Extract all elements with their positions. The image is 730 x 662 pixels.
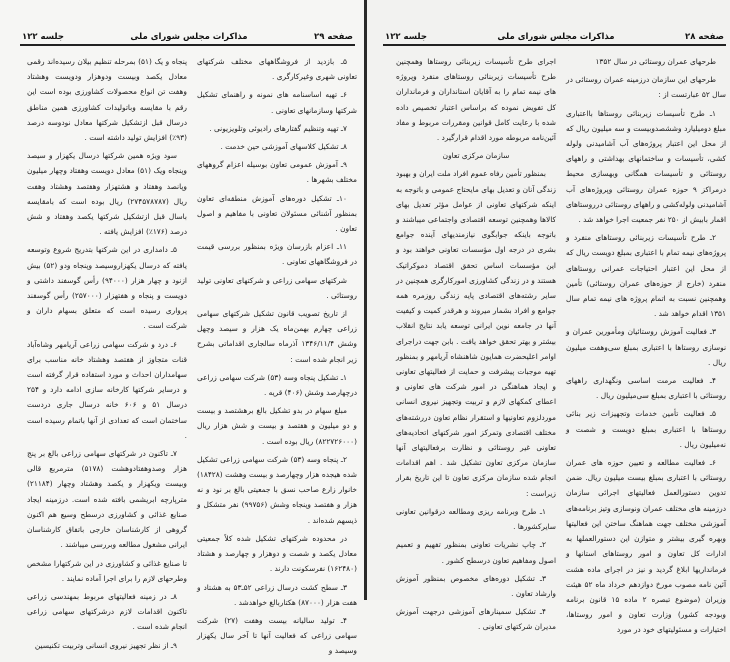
- paragraph: طرحهای این سازمان درزمینه عمران روستائی در سال ۵۲ عبارتست از :: [566, 75, 726, 100]
- paragraph: بمنظور تأمین رفاه عموم افراد ملت ایران و بهبود زندگی آنان و تعدیل بهای مایحتاج عمومی و باتوجه به اینکه شرکتهای تعاونی از عوامل مؤثر تعدیل بهای کالاها وهمچنین توسعه اقتصادی واجتماعی میباشند و باتوجه باینکه جوابگوی نیازمندیهای آینده جوامع بشری در درجه اول مؤسسات تعاونی خواهند بود و این مؤسسات اساس تحقق اقتصاد دموکراتیک هستند و در زندگی کشاورزی امورکارگری همچنین در سایر رشته‌های اقتصادی پایه زندگی روزمره همه جوامع و افراد بشمار میروند و هرقدر کمیت و کیفیت آنها در جامعه نوین ایرانی توسعه یابد نتایج انقلاب بیشتر و بهتر تحقق خواهد یافت . بابن جهت دراجرای اوامر اعلیحضرت همایون شاهنشاه آریامهر و بمنظور تهیه موجبات پیشرفت و حمایت از فعالیتهای تعاونی و ایجاد هماهنگی در امور شرکت های تعاونی و اعطای کمکهای لازم و تربیت وتجهیز نیروی انسانی موردلزوم تعاونیها و استقرار نظام تعاون دررشته‌های مختلف اقتصادی وتمرکز امور شرکتهای اتحادیه‌های تعاونی غیر روستائی و نظارت برفعالیتهای آنها سازمان مرکزی تعاون تشکیل شد . اهم اقدامات انجام شده سازمان مرکزی تعاون تا این تاریخ بقرار زیراست :: [396, 169, 556, 498]
- paragraph: ۳ـ سطح کشت درسال زراعی ۵۲ـ۵۳ به هشتاد و هفت هزار (۸۷۰۰۰) هکتاربالغ خواهدشد .: [197, 582, 357, 607]
- column-right: [197, 54, 357, 662]
- paragraph: ۴ـ تشکیل سمینارهای آموزشی درجهت آموزش مدیران شرکتهای تعاونی .: [396, 607, 556, 632]
- section-heading: سازمان مرکزی تعاون: [442, 151, 510, 161]
- paragraph: ۳ـ فعالیت آموزش روستائیان ومأمورین عمران و نوسازی روستاها با اعتباری بمبلغ سی‌وهفت میلیون ریال .: [566, 327, 726, 367]
- paragraph: تا صنایع غذائی و کشاورزی در این شرکتهارا مشخص وطرحهای لازم را برای اجرا آماده نمایند .: [27, 558, 187, 583]
- session-number: جلسه ۱۲۲: [22, 32, 64, 42]
- publication-title: مذاکرات مجلس شورای ملی: [497, 32, 615, 42]
- paragraph: ۱۰ـ تشکیل دوره‌های آموزش منطقه‌ای تعاون بمنظور آشنائی مسئولان تعاونی با مفاهیم و اصول تعاون .: [197, 193, 357, 234]
- paragraph: اجرای طرح تأسیسات زیربنائی روستاها وهمچنین طرح تأسیسات زیربنائی روستاهای منفرد وپروژه های نیمه تمام را به آقایان استانداران و فرمانداران کل تفویض نموده که براساس اعتبار تخصیص داده شده با رعایت کامل قوانین ومقررات مربوط و مفاد آئین‌نامه مربوطه مورد اقدام قرارگیرد .: [396, 57, 556, 143]
- paragraph: سود ویژه همین شرکتها درسال یکهزار و سیصد وپنجاه ویک (۵۱) معادل دویست وهفتاد وچهار میلیون وپانصد وهفتاد و هشتهزار وهفتصد وهشتاد وهفت ریال (۲۷۴۵۷۸۷۸۷) ریال بوده است که بامقایسه باسال قبل ازتشکیل شرکتها یکصد وهفتاد و شش درصد (۱۷۶٪) افزایش یافته .: [27, 151, 188, 237]
- publication-title: مذاکرات مجلس شورای ملی: [130, 32, 248, 42]
- paragraph: ۹ـ آموزش عمومی تعاون بوسیله اعزام گروههای مختلف بشهرها .: [197, 160, 357, 185]
- paragraph: ۷ـ تاکنون در شرکتهای سهامی زراعی بالغ بر پنج هزار وصدوهفتادوهشت (۵۱۷۸) مترمربع قالی وبیست ویکهزار و یکصد وهشتاد وچهار (۲۱۱۸۴) مترپارچه ابریشمی بافته شده است. درزمینه ایجاد صنایع غذائی و کشاورزی درسطح وسیع هم اکنون گروهی از کارشناسان خارجی باتفاق کارشناسان ایرانی مشغول مطالعه وبررسی میباشند .: [27, 449, 188, 550]
- paragraph: در محدوده شرکتهای تشکیل شده کلاً جمعیتی معادل یکصد و شصت و دوهزار و چهارصد و هشتاد (۱۶۲۴۸۰) نفرسکونت دارند .: [197, 533, 357, 574]
- paragraph: ۱ـ طرح وبرنامه ریزی ومطالعه درقوانین تعاونی سایرکشورها .: [396, 506, 556, 532]
- section-heading: شرکتهای سهامی زراعی و شرکتهای تعاونی تولید روستائی .: [197, 275, 357, 300]
- paragraph: طرحهای عمران روستائی در سال ۱۳۵۲: [595, 57, 716, 66]
- paragraph: ۶ـ درد و شرکت سهامی زراعی آریامهر وشاه‌آباد قنات متجاوز از هفتصد وهشتاد خانه مناسب برای سهامداران احداث و مورد استفاده قرار گرفته است و درسایر شرکتها کارخانه سازی ادامه دارد و ۲۵۴ درسال ۵۱ و ۶۰۶ خانه درسال جاری دردست ساختمان است که تعدادی از آنها باتمام رسیده است .: [27, 339, 187, 440]
- paragraph: ۱۱ـ اعزام بازرسان ویژه بمنظور بررسی قیمت در فروشگاههای تعاونی .: [197, 242, 357, 267]
- paragraph: ۸ـ تشکیل کلاسهای آموزشی حین خدمت .: [220, 142, 347, 152]
- page-number: صفحه ۲۹: [314, 32, 353, 42]
- column-right: [566, 54, 726, 641]
- paragraph: ۱ـ تشکیل پنجاه وسه (۵۳) شرکت سهامی زراعی درچهارصد وشش (۴۰۶) قریه .: [197, 372, 357, 398]
- paragraph: مبلغ سهام در بدو تشکیل بالغ برهشتصد و بیست و دو میلیون و هفتصد و بیست و شش هزار ریال (۸۲۲۷۲۶۰۰۰) ریال بوده است .: [197, 406, 357, 446]
- paragraph: ۲ـ چاپ نشریات تعاونی بمنظور تفهیم و تعمیم اصول ومفاهیم تعاون درسطح کشور .: [396, 540, 556, 565]
- paragraph: ۵ـ دامداری در این شرکتها بتدریج شروع وتوسعه یافته که درسال یکهزاروسیصد وپنجاه ودو (۵۲) بیش ازنود و چهار هزار (۹۴۰۰۰) رأس گوسفند داشتی و دویست و پنجاه و هفتهزار (۲۵۷۰۰۰) رأس گوسفند پرواری رسیده است که متعلق بسهام داران و شرکت است .: [27, 245, 187, 331]
- page-28: [365, 0, 730, 635]
- paragraph: ۴ـ تولید سالیانه بیست وهفت (۲۷) شرکت سهامی زراعی که فعالیت آنها تا آخر سال یکهزار وسیصد و: [197, 615, 357, 656]
- paragraph: از تاریخ تصویب قانون تشکیل شرکتهای سهامی زراعی چهارم بهمن‌ماه یک هزار و سیصد وچهل وشش ۱۳۴۶/۱۱/۴ آذرماه سالجاری اقداماتی بشرح زیر انجام شده است :: [197, 309, 357, 364]
- paragraph: ۵ـ فعالیت تأمین خدمات وتجهیزات زیر بنائی روستاها با اعتباری بمبلغ دویست و شصت و نه‌میلیون ریال .: [566, 409, 726, 449]
- paragraph: ۷ـ تهیه وتنظیم گفتارهای رادیوئی وتلویزیونی .: [209, 123, 347, 133]
- paragraph: ۱ـ طرح تأسیسات زیربنائی روستاها بااعتباری مبلغ دومیلیارد وششصدوبیست و سه میلیون ریال که از محل این اعتبار پروژه‌های آب آشامیدنی ولوله کشی، تأسیسات و ساختمانهای بهداشتی و راههای روستائی و تأسیسات همگانی وبهسازی محیط درمراکز ۹ حوزه عمران روستائی وپروژه‌های آب آشامیدنی ولوله‌کشی و راههای روستائی درروستاهای اقمار بابیش از ۲۵۰ نفر جمعیت اجرا خواهد شد .: [566, 108, 726, 225]
- page-29: [0, 0, 365, 656]
- paragraph: ۴ـ فعالیت مرمت اساسی ونگهداری راههای روستائی با اعتباری بمبلغ سی‌میلیون ریال .: [566, 376, 726, 401]
- paragraph: ۲ـ طرح تأسیسات زیربنائی روستاهای منفرد و پروژه‌های نیمه تمام با اعتباری بمبلغ دویست ریال که از محل این اعتبار احتیاجات عمرانی روستاهای منفرد (خارج از حوزه‌های عمران روستائی) تأمین وهمچنین نسبت به اتمام پروژه های نیمه تمام سال ۱۳۵۱ اقدام خواهد شد .: [566, 233, 726, 319]
- paragraph: ۳ـ تشکیل دوره‌های مخصوص بمنظور آموزش وارشاد تعاون .: [396, 573, 556, 598]
- page-binding-divider: [364, 0, 367, 600]
- paragraph: ۹ـ از نظر تجهیز نیروی انسانی وتربیت تکنیسین: [34, 640, 177, 650]
- text-columns: [20, 54, 357, 662]
- page-header: [20, 30, 355, 46]
- paragraph: ۶ـ فعالیت مطالعه و تعیین حوزه های عمران روستائی با اعتباری بمبلغ بیست میلیون ریال. ضمن تدوین دستورالعمل فعالیتهای اجرائی سازمان درزمینه های مختلف عمران ونوسازی وتیز برنامه‌های آموزشی مختلف جهت هماهنگ ساختن این فعالیتها وبهره گیری بیشتر و متوازن این دستورالعملها به ادارات کل تعاون و امور روستاهای استانها و فرمانداریها ابلاغ گردید و نیز در اجرای ماده هشت آئین نامه مصوب مورخ دوازدهم خرداد ماه ۵۲ هیئت وزیران (موضوع تبصره ۲ ماده ۱۵ قانون برنامه وبودجه کشور) وزارت تعاون و امور روستاها، اختیارات و مسئولیتهای خود در مورد: [566, 458, 727, 635]
- paragraph: ۸ـ در زمینه فعالیتهای مربوط بمهندسی زراعی تاکنون اقدامات لازم درشرکتهای سهامی زراعی انجام شده است .: [27, 591, 187, 632]
- paragraph: ۶ـ تهیه اساسنامه های نمونه و راهنمای تشکیل شرکتها وسازمانهای تعاونی .: [197, 90, 357, 115]
- page-number: صفحه ۲۸: [685, 32, 724, 42]
- page-header: [383, 30, 726, 46]
- paragraph: پنجاه و یک (۵۱) بمرحله تنظیم بیلان رسیده‌اند رقمی معادل یکصد وبیست ودوهزار ودویست وهشتاد وهفت تن انواع محصولات کشاورزی بوده است این رقم با مقایسه وباتولیدات کشاورزی همین مناطق درسال قبل ازتشکیل شرکتها معادل نودوسه درصد (۹۳٪) افزایش تولید داشته است .: [27, 57, 188, 143]
- column-left: [27, 54, 187, 662]
- paragraph: ۲ـ پنجاه وسه (۵۳) شرکت سهامی زراعی تشکیل شده هیجده هزار وچهارصد و بیست وهشت (۱۸۴۲۸) خانوار زارع صاحب نسق با جمعیتی بالغ بر نود و نه هزار و هفتصد وپنجاه وشش (۹۹۷۵۶) نفر متشکل و ذیسهم شده‌اند .: [197, 454, 357, 525]
- text-columns: [383, 54, 726, 641]
- column-left: [396, 54, 556, 641]
- paragraph: ۵ـ بازدید از فروشگاههای مختلف شرکتهای تعاونی شهری وغیرکارگری .: [197, 57, 357, 82]
- session-number: جلسه ۱۲۲: [385, 32, 427, 42]
